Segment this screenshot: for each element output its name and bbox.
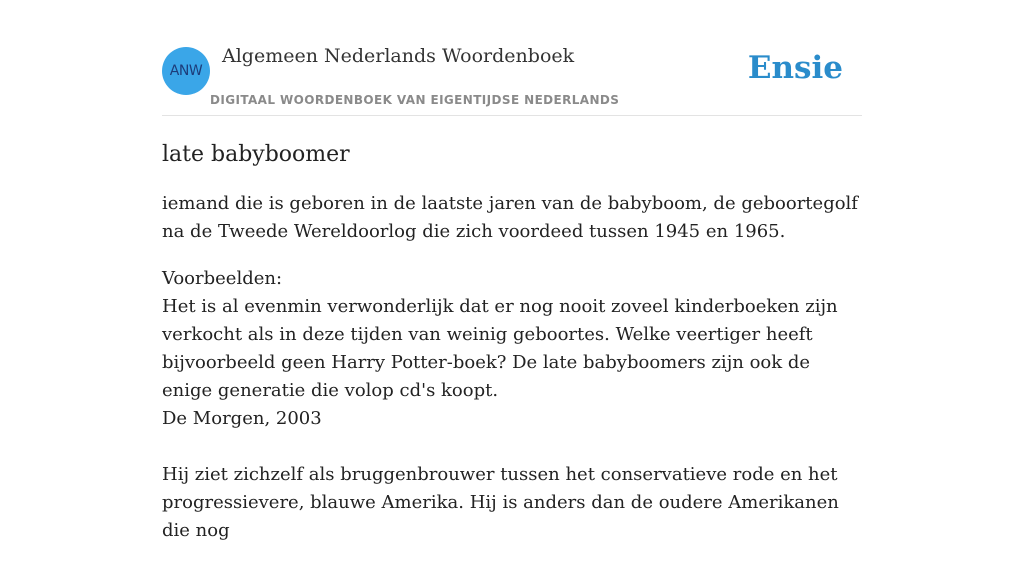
entry-definition: iemand die is geboren in de laatste jaren van de babyboom, de geboortegolf na de Tweede Wereldoorlog die zich voordeed tussen 1945 en 1965. <box>162 193 858 242</box>
main-container <box>162 0 862 573</box>
example-item <box>162 461 862 545</box>
entry-title: late babyboomer <box>162 142 350 167</box>
site-title[interactable]: Algemeen Nederlands Woordenboek <box>222 45 575 67</box>
examples-section <box>162 265 862 545</box>
ensie-brand-link[interactable]: Ensie <box>747 50 843 86</box>
site-header <box>162 0 862 116</box>
site-subtitle: DIGITAAL WOORDENBOEK VAN EIGENTIJDSE NEDERLANDS <box>210 93 620 107</box>
example-text: Het is al evenmin verwonderlijk dat er nog nooit zoveel kinderboeken zijn verkocht als in deze tijden van weinig geboortes. Welke veertiger heeft bijvoorbeeld geen Harry Potter-boek? De late babyboomers zijn ook de enige generatie die volop cd's koopt. <box>162 296 838 401</box>
example-source: De Morgen, 2003 <box>162 408 322 429</box>
entry-content <box>162 116 862 545</box>
example-item <box>162 293 862 433</box>
example-text: Hij ziet zichzelf als bruggenbrouwer tussen het conservatieve rode en het progressievere, blauwe Amerika. Hij is anders dan de oudere Amerikanen die nog <box>162 464 839 541</box>
anw-logo[interactable]: ANW <box>162 47 210 95</box>
examples-label: Voorbeelden: <box>162 268 283 289</box>
